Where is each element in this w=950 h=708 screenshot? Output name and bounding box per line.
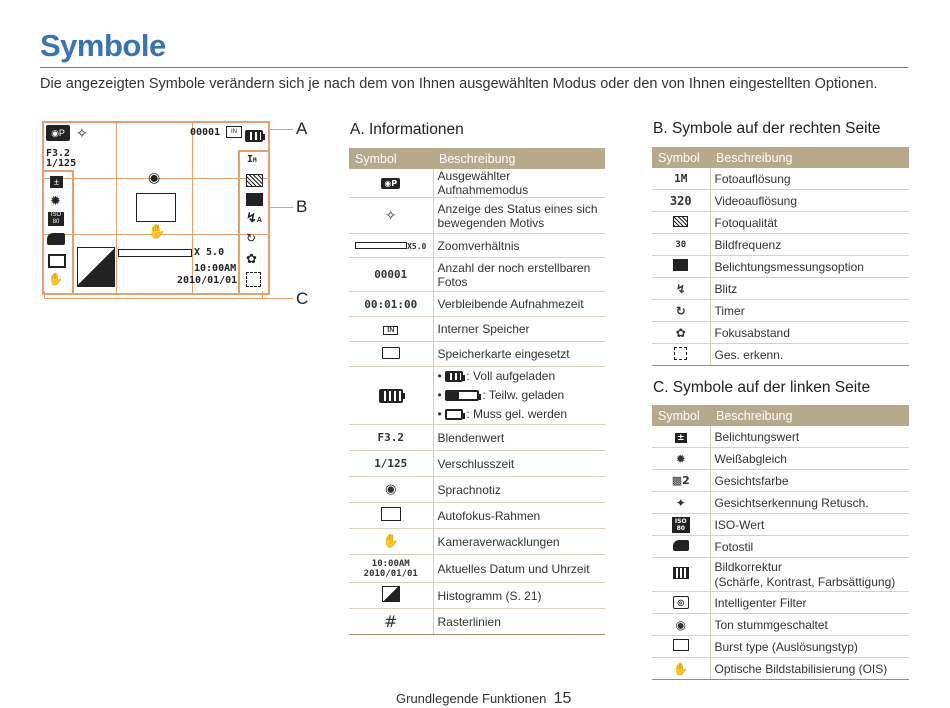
title-rule — [40, 67, 908, 68]
table-row: 1M Fotoauflösung — [652, 168, 909, 190]
grid-icon: # — [384, 612, 398, 631]
focus-icon: ✿ — [246, 251, 257, 266]
iso-icon: ISO 80 — [672, 517, 690, 533]
list-item: • : Muss gel. werden — [437, 407, 568, 421]
internal-memory-icon: IN — [226, 126, 242, 138]
histogram-icon — [77, 247, 115, 287]
frame-rate-icon: 30 — [652, 234, 710, 256]
table-row: ✧ Anzeige des Status eines sich bewegenden Motivs — [349, 198, 605, 234]
iso-icon: ISO 80 — [48, 212, 64, 226]
table-row: Histogramm (S. 21) — [349, 583, 605, 609]
table-row: 10:00AM 2010/01/01 Aktuelles Datum und Uhrzeit — [349, 555, 605, 583]
flash-icon: ↯A — [246, 210, 262, 225]
af-frame-icon — [381, 507, 401, 521]
table-row: ▩2 Gesichtsfarbe — [652, 470, 909, 492]
section-a-table — [349, 148, 605, 635]
metering-icon — [246, 193, 263, 206]
photo-quality-icon — [246, 174, 263, 187]
voice-memo-icon: ◉ — [385, 482, 397, 497]
table-row: Fotoqualität — [652, 212, 909, 234]
right-icon-column — [238, 150, 268, 295]
section-a-heading: A. Informationen — [350, 121, 464, 138]
callout-b: B — [296, 197, 308, 216]
memory-card-icon — [382, 347, 400, 359]
smart-filter-icon: ◎ — [673, 596, 689, 609]
ois-icon: ✋ — [673, 661, 689, 676]
shots-count: 00001 — [190, 127, 221, 138]
table-row: Burst type (Auslösungstyp) — [652, 636, 909, 658]
zoom-value: X 5.0 — [194, 247, 225, 258]
battery-empty-icon — [445, 409, 463, 420]
page-number: 15 — [553, 690, 572, 707]
table-row: ↯ Blitz — [652, 278, 909, 300]
timer-icon: ↻ — [675, 303, 686, 318]
callout-c: C — [296, 289, 309, 308]
focus-icon: ✿ — [675, 325, 686, 340]
footer-text: Grundlegende Funktionen — [396, 691, 547, 706]
face-tone-icon: ▩2 — [671, 474, 690, 487]
callout-a: A — [296, 119, 308, 138]
white-balance-icon: ✹ — [675, 451, 686, 466]
motion-icon: ✧ — [76, 125, 88, 141]
leader-c-left — [44, 291, 45, 299]
histogram-icon — [382, 586, 400, 602]
face-detect-icon — [246, 272, 261, 287]
table-row — [349, 367, 605, 425]
camera-shake-icon: ✋ — [382, 534, 399, 549]
voice-memo-icon: ◉ — [148, 169, 161, 185]
face-detect-icon — [674, 347, 687, 360]
camera-screen-diagram — [42, 121, 270, 295]
battery-icon — [245, 130, 263, 142]
table-row: ISO 80 ISO-Wert — [652, 514, 909, 536]
table-row: ✹ Weißabgleich — [652, 448, 909, 470]
timer-icon: ↻ — [246, 231, 257, 245]
list-item: • : Teilw. geladen — [437, 388, 565, 402]
time-value: 10:00AM — [194, 263, 237, 274]
leader-c-right — [262, 291, 263, 299]
table-row: 30 Bildfrequenz — [652, 234, 909, 256]
footer — [396, 690, 571, 708]
table-row: ◉ Sprachnotiz — [349, 477, 605, 503]
table-row: X5.0 Zoomverhältnis — [349, 234, 605, 258]
rec-time-icon: 00:01:00 — [349, 292, 433, 317]
table-row: ↻ Timer — [652, 300, 909, 322]
col-desc: Beschreibung — [710, 405, 909, 426]
leader-c — [44, 298, 293, 299]
face-retouch-icon: ✦ — [675, 495, 686, 510]
col-desc: Beschreibung — [710, 147, 909, 168]
battery-full-icon — [445, 371, 463, 382]
col-symbol: Symbol — [349, 148, 433, 169]
section-b-table — [652, 147, 909, 366]
table-row: ✿ Fokusabstand — [652, 322, 909, 344]
photo-size-icon: 1M — [652, 168, 710, 190]
leader-a — [268, 129, 293, 130]
photo-size-icon: IM — [247, 154, 257, 165]
section-c-heading: C. Symbole auf der linken Seite — [653, 379, 871, 396]
table-row: ✋ Optische Bildstabilisierung (OIS) — [652, 658, 909, 680]
date-value: 2010/01/01 — [177, 275, 238, 286]
date-time-icon: 10:00AM 2010/01/01 — [349, 555, 433, 583]
internal-memory-icon: IN — [383, 326, 398, 335]
table-row: Ges. erkenn. — [652, 344, 909, 366]
table-row: 00:01:00 Verbleibende Aufnahmezeit — [349, 292, 605, 317]
table-row: Fotostil — [652, 536, 909, 558]
zoom-bar — [118, 249, 192, 257]
battery-half-icon — [445, 390, 479, 401]
table-row: ◉P Ausgewählter Aufnahmemodus — [349, 169, 605, 198]
col-desc: Beschreibung — [433, 148, 605, 169]
table-row: ◉ Ton stummgeschaltet — [652, 614, 909, 636]
table-row: # Rasterlinien — [349, 609, 605, 635]
table-row: ◎ Intelligenter Filter — [652, 592, 909, 614]
table-row: Belichtungsmessungsoption — [652, 256, 909, 278]
table-row: Bildkorrektur (Schärfe, Kontrast, Farbsättigung) — [652, 558, 909, 592]
video-size-icon: 320 — [652, 190, 710, 212]
shutter-icon: 1/125 — [349, 451, 433, 477]
image-adjust-icon — [673, 567, 689, 579]
camera-shake-icon: ✋ — [148, 223, 166, 239]
aperture-icon: F3.2 — [349, 425, 433, 451]
left-icon-column — [44, 170, 74, 295]
col-symbol: Symbol — [652, 147, 710, 168]
table-row: 320 Videoauflösung — [652, 190, 909, 212]
leader-b — [268, 207, 293, 208]
col-symbol: Symbol — [652, 405, 710, 426]
burst-icon — [48, 254, 66, 268]
flash-icon: ↯ — [675, 281, 686, 296]
exposure-icon: ± — [676, 432, 685, 443]
zoom-bar-icon — [355, 242, 407, 249]
section-b-heading: B. Symbole auf der rechten Seite — [653, 120, 881, 137]
table-row: F3.2 Blendenwert — [349, 425, 605, 451]
mode-camera-icon: ◉P — [381, 178, 400, 189]
ois-icon: ✋ — [48, 272, 63, 286]
mode-camera-icon: ◉P — [46, 125, 70, 141]
photo-quality-icon — [673, 216, 688, 227]
intro-text: Die angezeigten Symbole verändern sich je nach dem von Ihnen ausgewählten Modus oder den von Ihnen eingestellten Optionen. — [40, 76, 878, 92]
photo-style-icon — [673, 540, 689, 551]
table-row: ✦ Gesichtserkennung Retusch. — [652, 492, 909, 514]
battery-icon — [379, 389, 403, 403]
section-c-table — [652, 405, 909, 680]
list-item: • : Voll aufgeladen — [437, 369, 556, 383]
metering-icon — [673, 259, 688, 271]
page-title: Symbole — [40, 28, 166, 63]
shots-count-icon: 00001 — [349, 258, 433, 292]
exposure-icon: ± — [50, 176, 63, 188]
af-frame — [136, 193, 176, 222]
table-row: Speicherkarte eingesetzt — [349, 342, 605, 367]
table-row: 00001 Anzahl der noch erstellbaren Fotos — [349, 258, 605, 292]
mute-icon: ◉ — [675, 617, 686, 632]
table-row: 1/125 Verschlusszeit — [349, 451, 605, 477]
photo-style-icon — [47, 233, 65, 245]
table-row: ± Belichtungswert — [652, 426, 909, 448]
white-balance-icon: ✹ — [50, 193, 61, 208]
motion-icon: ✧ — [384, 207, 397, 224]
table-row: IN Interner Speicher — [349, 317, 605, 342]
table-row: ✋ Kameraverwacklungen — [349, 529, 605, 555]
aperture-value: F3.2 — [46, 148, 71, 159]
table-row: Autofokus-Rahmen — [349, 503, 605, 529]
burst-icon — [673, 639, 689, 651]
shutter-value: 1/125 — [46, 158, 77, 169]
